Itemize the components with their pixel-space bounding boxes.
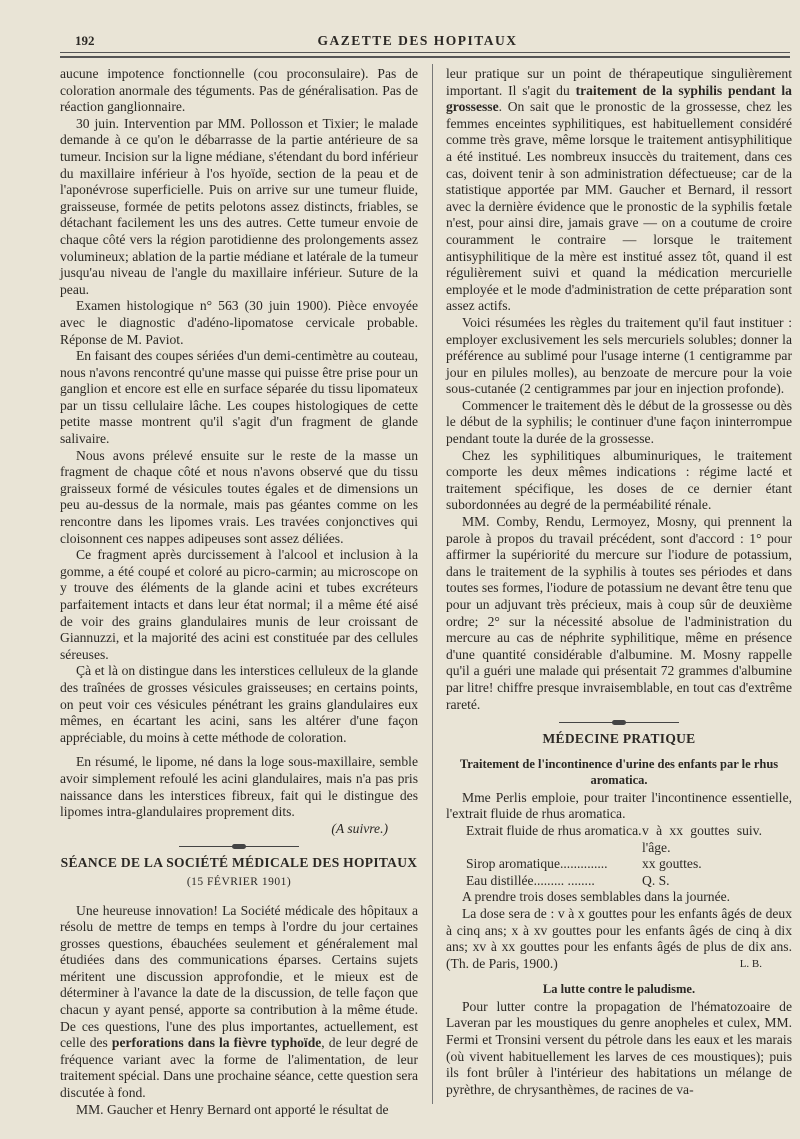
section-separator — [559, 722, 679, 723]
paragraph: Chez les syphilitiques albuminuriques, le traitement comporte les deux mêmes indications : régime lacté et traitement spécifique, les doses de ce dernier étant subordonnées au degré de la perméabilité rénale. — [446, 447, 792, 513]
header-rule-thick — [60, 56, 790, 58]
left-column — [60, 66, 418, 1118]
paragraph: Examen histologique n° 563 (30 juin 1900). Pièce envoyée avec le diagnostic d'adéno-lipomatose cervicale probable. Réponse de M. Paviot. — [60, 298, 418, 347]
paragraph: leur pratique sur un point de thérapeutique singulièrement important. Il s'agit du traitement de la syphilis pendant la grossesse. On sait que le pronostic de la grossesse, chez les femmes enceintes syphilitiques, est habituellement considéré comme très grave, même lorsque le traitement antisyphilitique a été institué. Les nombreux insuccès du traitement, dans ces cas, doivent tenir à son administration défectueuse; car de la statistique apportée par MM. Gaucher et Bernard, il ressort avec la dernière évidence que le pronostic de la syphilis fœtale n'est, pour ainsi dire, jamais grave — on a coutume de croire couramment le contraire — lorsque le traitement antisyphilitique de la mère est institué assez tôt, quand il est régulièrement suivi et quand la médication mercurielle employée et le mode d'administration de cette préparation sont assez actifs. — [446, 66, 792, 314]
header-rule — [60, 52, 790, 53]
section-title: SÉANCE DE LA SOCIÉTÉ MÉDICALE DES HOPITAUX — [60, 855, 418, 871]
paragraph: MM. Comby, Rendu, Lermoyez, Mosny, qui prennent la parole à propos du travail précédent, sont d'accord : 1° pour affirmer la supériorité du mercure sur l'iodure de potassium, dans le traitement de la syphilis à toutes ses périodes et dans toutes ses formes, l'iodure de potassium ne devant être tenu que pour un adjuvant très précieux, mais à coup sûr de deuxième ordre; 2° sur la nécessité absolue de l'administration du mercure au cas de néphrite syphilitique, même en présence d'une quantité considérable d'albumine. M. Mosny rappelle qu'il a guéri une malade qui présentait 72 grammes d'albumine par litre! chiffre presque invraisemblable, en tout cas d'extrême rareté. — [446, 514, 792, 712]
journal-title: GAZETTE DES HOPITAUX — [317, 33, 518, 48]
paragraph: Mme Perlis emploie, pour traiter l'incontinence essentielle, l'extrait fluide de rhus aromatica. — [446, 789, 792, 822]
paragraph: Nous avons prélevé ensuite sur le reste de la masse un fragment de chaque côté et nous n'avons observé que du tissu graisseux formé de vésicules toutes égales et de dimensions un peu au-dessus de la normale, mais pas géantes comme on les rencontre dans les lipomes vrais. Les travées conjonctives qui cloisonnent ces nappes adipeuses sont assez déliées. — [60, 447, 418, 546]
recipe — [466, 823, 792, 889]
paragraph: MM. Gaucher et Henry Bernard ont apporté le résultat de — [76, 1101, 389, 1117]
section-title: MÉDECINE PRATIQUE — [542, 731, 696, 747]
author-signature: L. B. — [739, 958, 762, 971]
paragraph: La dose sera de : v à x gouttes pour les enfants âgés de deux à cinq ans; x à xv gouttes pour les enfants âgés de cinq à dix ans; xv à xx gouttes pour les enfants âgés de plus de dix ans. (Th. de Paris, 1900.) — [446, 905, 792, 971]
paragraph: aucune impotence fonctionnelle (cou proconsulaire). Pas de coloration anormale des téguments. Pas de généralisation. Pas de réaction ganglionnaire. — [60, 66, 418, 115]
bold-phrase: perforations dans la fièvre typhoïde — [111, 1035, 322, 1051]
recipe-row: Extrait fluide de rhus aromatica. v à xx gouttes suiv. l'âge. — [466, 822, 762, 855]
right-column — [446, 66, 792, 1098]
running-header — [60, 30, 775, 50]
paragraph: Ce fragment après durcissement à l'alcool et inclusion à la gomme, a été coupé et coloré au picro-carmin; au microscope on y trouve des éléments de la glande acini et tubes excréteurs parfaitement intacts et dans leur état normal; il a même été aisé de voir des grains glandulaires munis de leur croissant de Giannuzzi, et la majorité des acini est constituée par des cellules séreuses. — [60, 547, 418, 662]
to-be-continued: (A suivre.) — [331, 820, 388, 836]
page-number: 192 — [75, 33, 95, 48]
paragraph: Voici résumées les règles du traitement qu'il faut instituer : employer exclusivement les sels mercuriels solubles; donner la préférence au sublimé pour l'usage interne (1 centigramme par jour en pilules molles), au benzoate de mercure pour la voie sous-cutanée (2 centigrammes par jour en injection profonde). — [446, 314, 792, 397]
paragraph: Çà et là on distingue dans les interstices celluleux de la glande des traînées de grosses vésicules graisseuses; en certains points, on peut voir ces vésicules pénétrant les grains glandulaires eux mêmes, en écartant les acini, sans les altérer d'une façon appréciable, du moins à cette méthode de coloration. — [60, 663, 418, 745]
paragraph: En résumé, le lipome, né dans la loge sous-maxillaire, semble avoir simplement refoulé les acini glandulaires, mais n'a pas pris naissance dans les interstices fibreux, fait qui le distingue des lipomes intra-glandulaires proprement dits. — [60, 754, 418, 820]
paragraph: Une heureuse innovation! La Société médicale des hôpitaux a résolu de mettre de temps en temps à l'ordre du jour certaines grosses questions, ébauchées seulement et généralement mal étudiées dans des communications éparses. Certains sujets méritent une discussion approfondie, et le mieux est de déterminer à l'avance la date de la discussion, de telle façon que chacun y ayant pensé, apporte sa contribution à la même étude. De ces questions, l'une des plus importantes, actuellement, est celle des perforations dans la fièvre typhoïde, de leur degré de fréquence variant avec la forme de l'alimentation, de leur traitement spécial. Dans une prochaine séance, cette question sera discutée à fond. — [60, 902, 418, 1101]
subsection-title: Traitement de l'incontinence d'urine des enfants par le rhus aromatica. — [459, 756, 779, 787]
recipe-row: Eau distillée......... ........ Q. S. — [466, 872, 670, 888]
column-divider — [432, 64, 433, 1104]
section-separator — [179, 846, 299, 847]
bold-phrase: traitement de la syphilis pendant la grossesse — [446, 82, 792, 115]
recipe-row: Sirop aromatique.............. xx gouttes. — [466, 856, 702, 872]
paragraph: En faisant des coupes sériées d'un demi-centimètre au couteau, nous n'avons rencontré qu'une masse qui puisse être prise pour un ganglion et encore est elle en surface séparée du tissu lipomateux par un tissu cellulaire lâche. Les coupes histologiques de cette petite masse montrent qu'il s'agit d'un fragment de glande salivaire. — [60, 348, 418, 447]
paragraph: 30 juin. Intervention par MM. Pollosson et Tixier; le malade demande à ce qu'on le débarrasse de la partie antérieure de sa tumeur. Incision sur la ligne médiane, s'étendant du bord inférieur du maxillaire inférieur à l'os hyoïde, section de la peau et de l'aponévrose superficielle. Puis on arrive sur une tumeur fluide, graisseuse, formée de petits pelotons assez distincts, friables, se détachant facilement les uns des autres. Cette tumeur envoie de chaque côté vers la région parotidienne des prolongements assez volumineux; ablation de la partie médiane et latérale de la tumeur jusqu'au niveau de l'angle du maxillaire inférieur. Suture de la peau. — [60, 115, 418, 297]
section-date: (15 FÉVRIER 1901) — [186, 875, 292, 888]
paragraph: Pour lutter contre la propagation de l'hématozoaire de Laveran par les moustiques du genre anopheles et culex, MM. Fermi et Tronsini versent du pétrole dans les eaux et les marais (où vivent habituellement les larves de ces moustiques); puis ils font brûler à l'intérieur des habitations un mélange de pyrèthre, de chrysanthèmes, de racines de va- — [446, 998, 792, 1097]
subsection-title: La lutte contre le paludisme. — [542, 981, 696, 996]
paragraph: Commencer le traitement dès le début de la grossesse ou dès le début de la syphilis; le continuer d'une façon ininterrompue pendant toute la durée de la grossesse. — [446, 397, 792, 447]
paragraph: A prendre trois doses semblables dans la journée. — [462, 889, 731, 905]
